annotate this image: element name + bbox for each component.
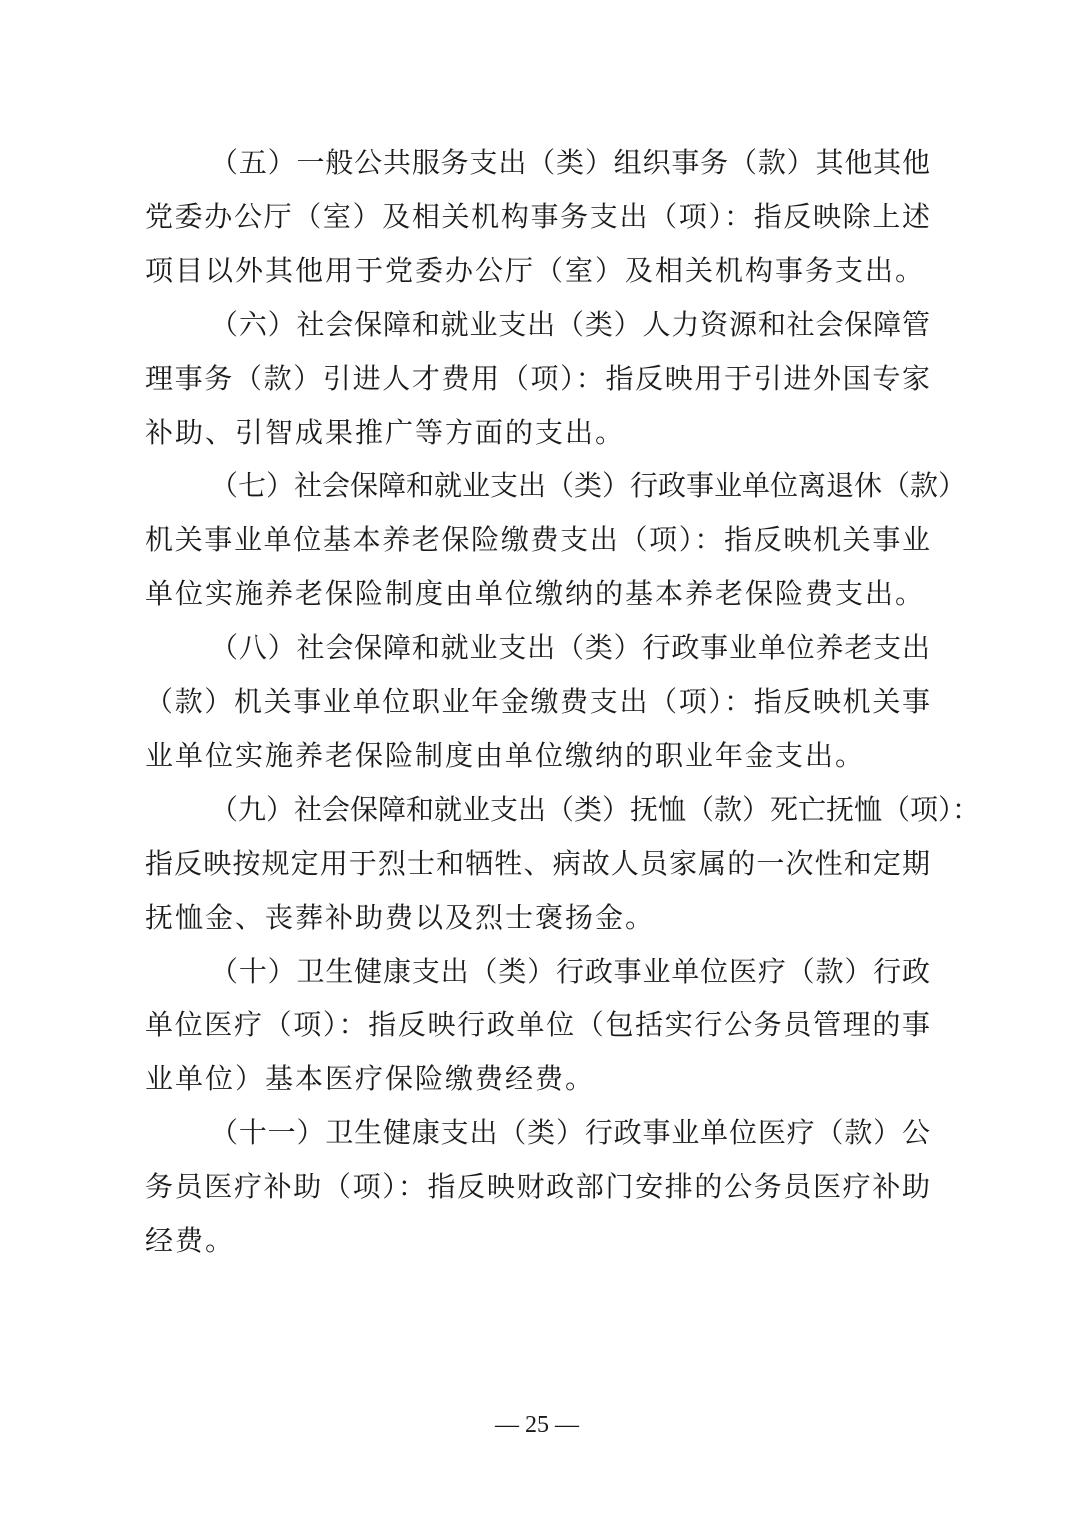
paragraph-line: （款）机关事业单位职业年金缴费支出（项）：指反映机关事 bbox=[145, 685, 930, 718]
paragraph-line: 理事务（款）引进人才费用（项）：指反映用于引进外国专家 bbox=[145, 361, 930, 395]
paragraph-line: 指反映按规定用于烈士和牺牲、病故人员家属的一次性和定期 bbox=[145, 846, 930, 880]
paragraph-line: 单位实施养老保险制度由单位缴纳的基本养老保险费支出。 bbox=[145, 577, 926, 611]
paragraph-line: （六）社会保障和就业支出（类）人力资源和社会保障管 bbox=[210, 307, 930, 341]
paragraph-line: （七）社会保障和就业支出（类）行政事业单位离退休（款） bbox=[210, 469, 967, 503]
paragraph-line: （九）社会保障和就业支出（类）抚恤（款）死亡抚恤（项）： bbox=[210, 792, 981, 826]
paragraph-line: 抚恤金、丧葬补助费以及烈士褒扬金。 bbox=[145, 900, 656, 934]
paragraph-line: 单位医疗（项）：指反映行政单位（包括实行公务员管理的事 bbox=[145, 1008, 930, 1042]
paragraph-line: 经费。 bbox=[145, 1224, 236, 1257]
paragraph-line: 业单位实施养老保险制度由单位缴纳的职业年金支出。 bbox=[145, 738, 866, 772]
paragraph-line: 机关事业单位基本养老保险缴费支出（项）：指反映机关事业 bbox=[145, 523, 930, 557]
paragraph-line: （五）一般公共服务支出（类）组织事务（款）其他其他 bbox=[210, 146, 930, 179]
paragraph-line: （八）社会保障和就业支出（类）行政事业单位养老支出 bbox=[210, 631, 930, 665]
paragraph-line: 党委办公厅（室）及相关机构事务支出（项）：指反映除上述 bbox=[145, 199, 930, 233]
paragraph-line: 务员医疗补助（项）：指反映财政部门安排的公务员医疗补助 bbox=[145, 1170, 930, 1204]
paragraph-line: 业单位）基本医疗保险缴费经费。 bbox=[145, 1062, 596, 1096]
page-number: — 25 — bbox=[495, 1412, 579, 1438]
paragraph-line: 补助、引智成果推广等方面的支出。 bbox=[145, 415, 626, 449]
paragraph-line: （十一）卫生健康支出（类）行政事业单位医疗（款）公 bbox=[210, 1116, 930, 1150]
paragraph-line: （十）卫生健康支出（类）行政事业单位医疗（款）行政 bbox=[210, 954, 930, 988]
paragraph-line: 项目以外其他用于党委办公厅（室）及相关机构事务支出。 bbox=[145, 253, 926, 287]
